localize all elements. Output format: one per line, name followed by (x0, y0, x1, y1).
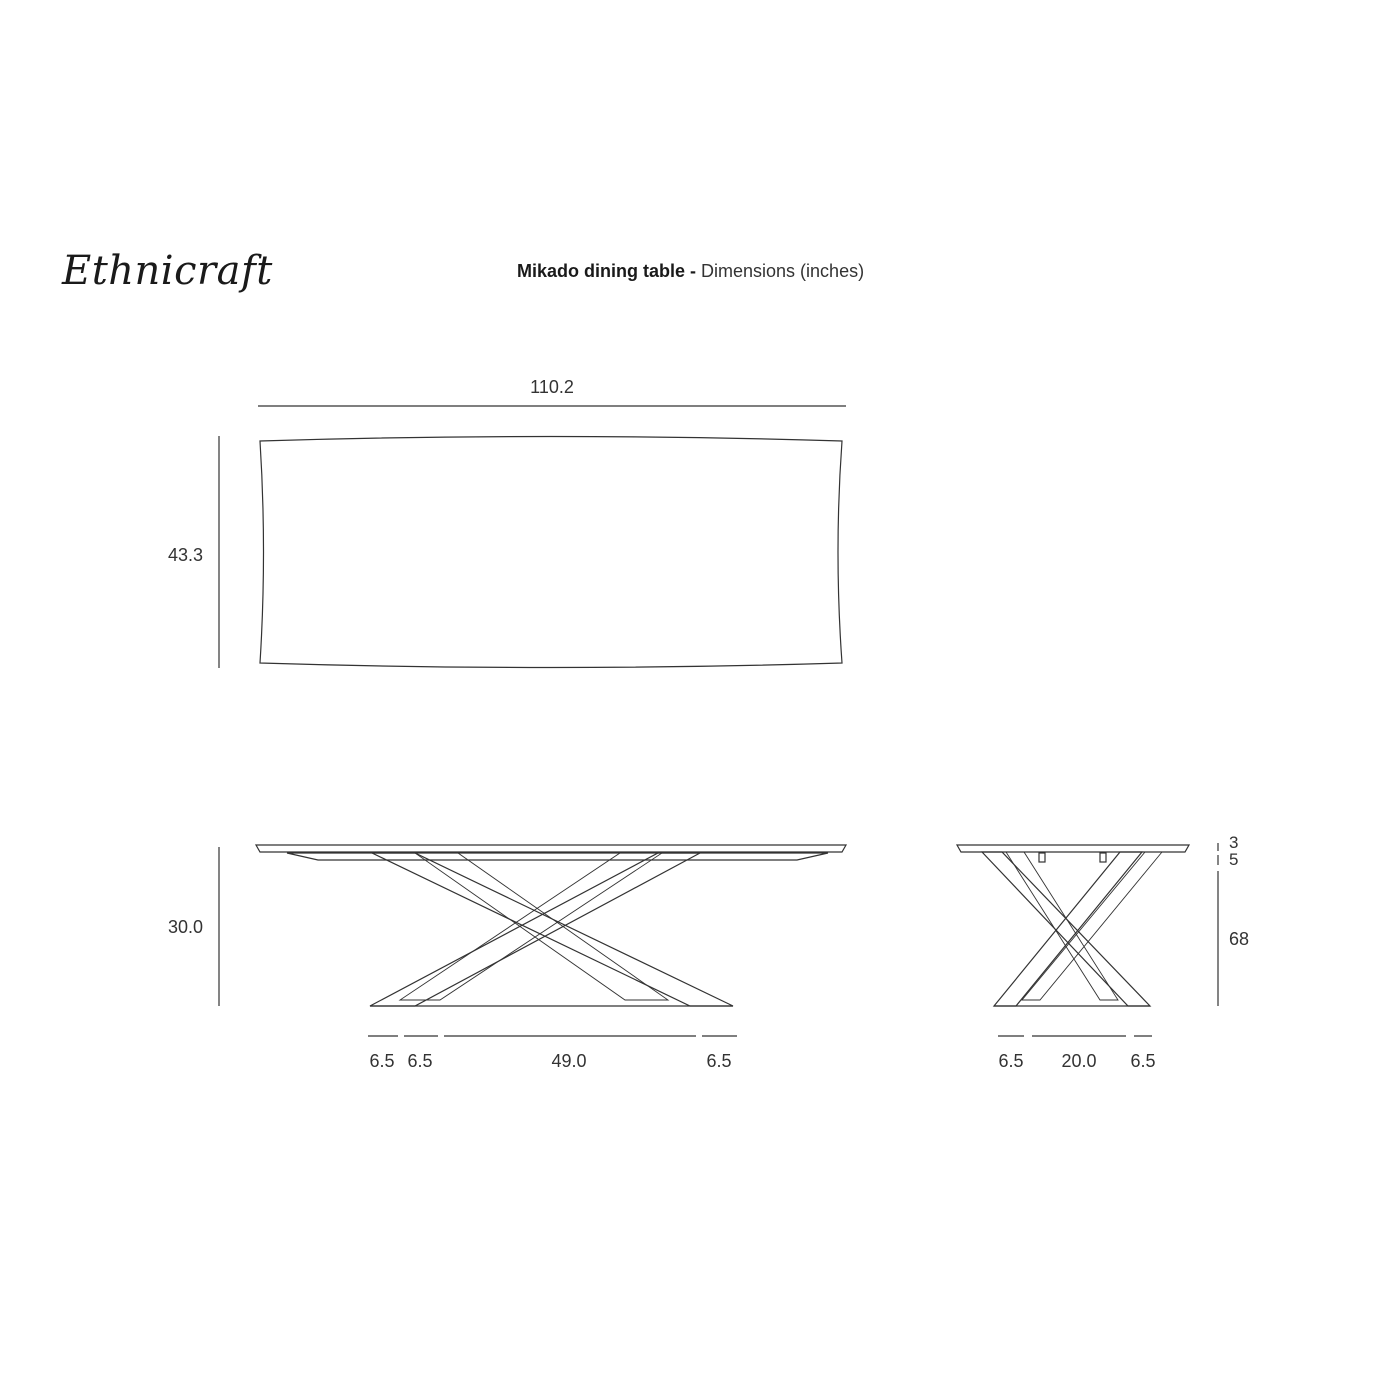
side-dim-label-3: 49.0 (551, 1051, 587, 1071)
side-dim-label-1: 6.5 (369, 1051, 395, 1071)
end-dim-label-68: 68 (1229, 929, 1250, 949)
top-width-label: 43.3 (168, 545, 204, 565)
side-leg-d (400, 853, 662, 1000)
side-leg-b (415, 853, 668, 1000)
end-leg-a (982, 852, 1150, 1006)
side-height-label: 30.0 (168, 917, 204, 937)
ethnicraft-logo: Ethnicraft (62, 248, 273, 294)
end-leg-d (1022, 852, 1162, 1000)
end-leg-c (994, 852, 1142, 1006)
end-bracket-1 (1039, 853, 1045, 862)
end-dim-label-3-bottom: 6.5 (1130, 1051, 1156, 1071)
side-view (219, 845, 846, 1036)
side-apron (287, 853, 828, 860)
end-dim-label-3: 3 (1229, 833, 1239, 852)
end-tabletop (957, 845, 1189, 852)
end-dim-label-5: 5 (1229, 850, 1239, 869)
top-length-label: 110.2 (530, 377, 574, 397)
product-name: Mikado dining table - (517, 261, 696, 281)
top-view (219, 406, 846, 668)
side-dim-label-4: 6.5 (706, 1051, 732, 1071)
end-bracket-2 (1100, 853, 1106, 862)
dimensions-subtitle: Dimensions (inches) (701, 261, 865, 281)
side-tabletop (256, 845, 846, 852)
side-dim-label-2: 6.5 (407, 1051, 433, 1071)
end-view (957, 843, 1218, 1036)
end-dim-label-2: 20.0 (1061, 1051, 1097, 1071)
end-dim-label-1: 6.5 (998, 1051, 1024, 1071)
tabletop-outline (260, 437, 842, 668)
